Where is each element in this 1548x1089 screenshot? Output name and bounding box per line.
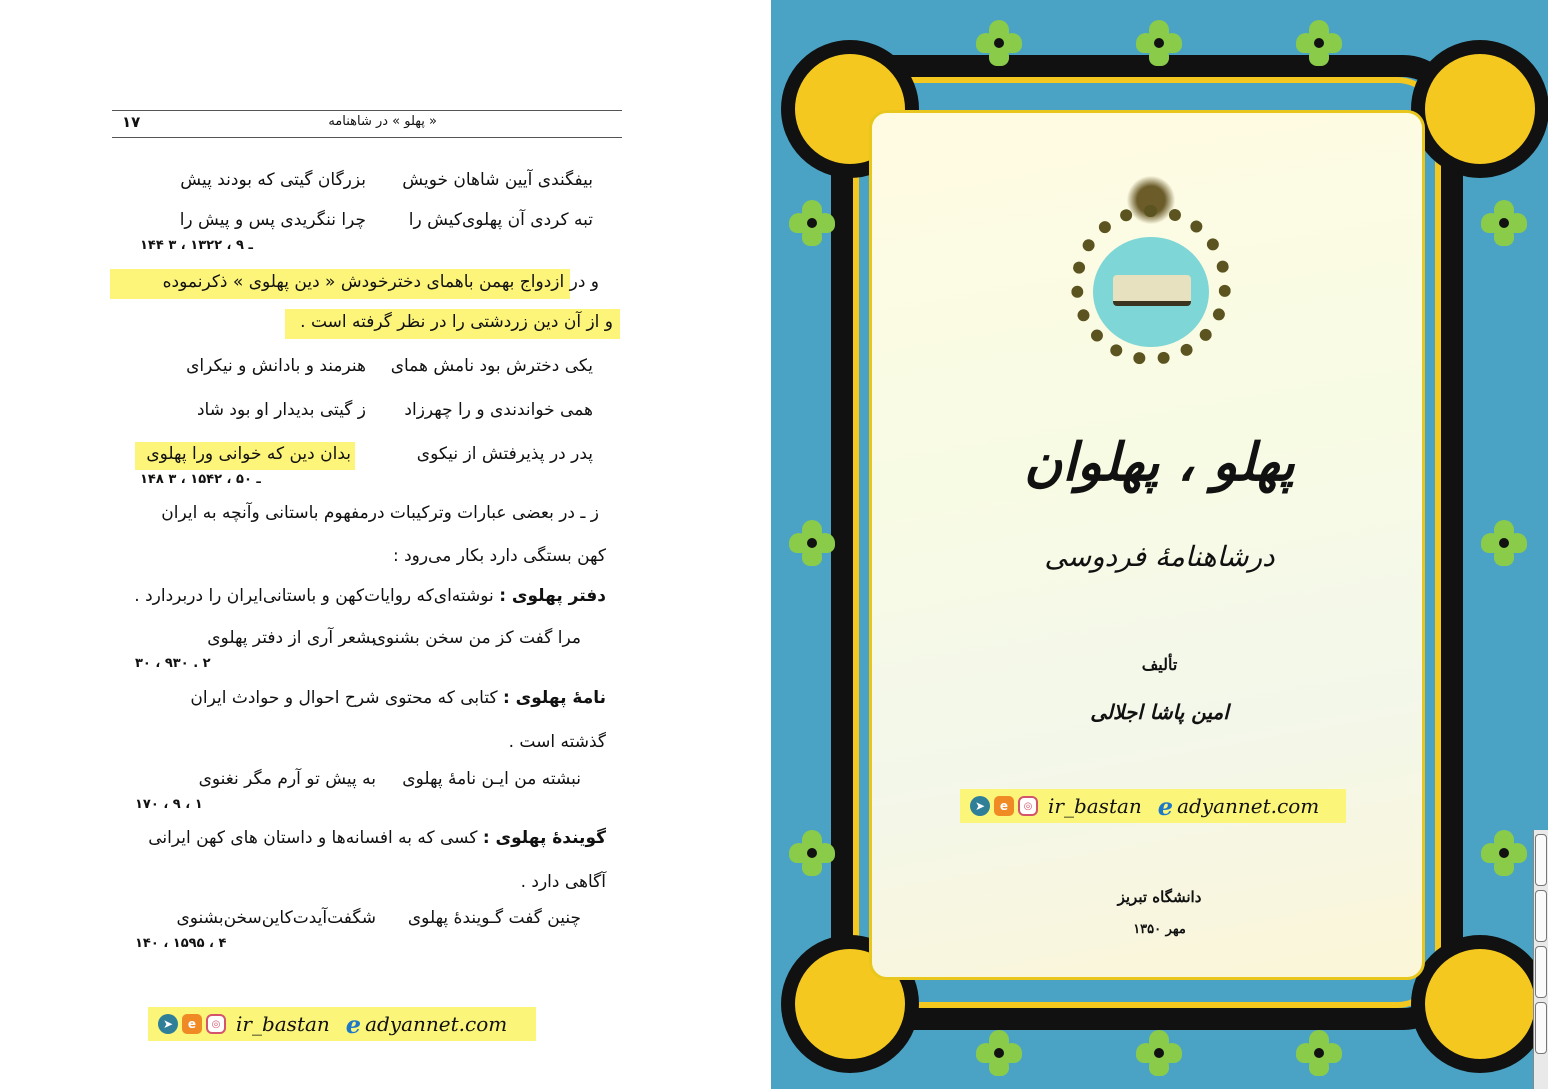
university-emblem <box>1071 205 1231 365</box>
cover-by-label: تألیف <box>1141 655 1178 674</box>
flower-ornament <box>1296 20 1342 66</box>
flower-ornament <box>976 20 1022 66</box>
couplet-hemistich-left: به پیش تو آرم مگر نغنوی <box>198 769 376 789</box>
watermark-banner <box>148 1007 536 1041</box>
definition-text: کتابی که محتوی شرح احوال و حوادث ایران <box>190 688 498 708</box>
definition-text: نوشته‌ای‌که روایات‌کهن و باستانی‌ایران را دربردارد . <box>134 586 494 606</box>
verse-reference: ۱۴۸ ـ ۵۰ ، ۱۵۴۲ ، ۳ <box>140 472 261 487</box>
eitaa-icon: e <box>994 796 1014 816</box>
couplet-hemistich-left: بشعر آری از دفتر پهلوی <box>207 628 376 648</box>
paragraph-line: و از آن دین زردشتی را در نظر گرفته است . <box>300 312 613 332</box>
running-head <box>112 110 622 138</box>
eitaa-icon: e <box>182 1014 202 1034</box>
paragraph-line: کهن بستگی دارد بکار می‌رود : <box>392 546 606 566</box>
text-page <box>0 0 771 1089</box>
watermark-site: adyannet.com <box>365 1012 508 1036</box>
flower-ornament <box>1481 200 1527 246</box>
ie-icon: e <box>345 1009 362 1039</box>
paragraph-line: و در ازدواج بهمن باهمای دخترخودش « دین پهلوی » ذکرنموده <box>162 272 599 292</box>
watermark-handle: ir_bastan <box>1048 794 1142 818</box>
watermark-site: adyannet.com <box>1177 794 1320 818</box>
couplet-hemistich-right: همی خواندندی و را چهرزاد <box>404 400 593 420</box>
cover-subtitle: درشاهنامهٔ فردوسی <box>1044 540 1275 573</box>
paragraph-line: گذشته است . <box>508 732 606 752</box>
verse-reference: ۱۴۴ ـ ۹ ، ۱۳۲۲ ، ۳ <box>140 238 253 253</box>
term-daftar-pahlavi: دفتر پهلوی : <box>499 586 606 606</box>
verse-reference: ۳۰ ، ۹۳۰ . ۲ <box>135 656 211 671</box>
watermark-handle: ir_bastan <box>236 1012 330 1036</box>
ie-icon: e <box>1157 791 1174 821</box>
verse-reference: ۱۴۰ ، ۱۵۹۵ ، ۴ <box>135 936 227 951</box>
paragraph-line: آگاهی دارد . <box>520 872 606 892</box>
verse-reference: ۱۷۰ ، ۹ ، ۱ <box>135 797 203 812</box>
watermark-banner <box>960 789 1346 823</box>
flower-ornament <box>1136 1030 1182 1076</box>
telegram-icon: ➤ <box>970 796 990 816</box>
flower-ornament <box>1481 830 1527 876</box>
definition-line <box>134 586 606 606</box>
cover-publisher: دانشگاه تبریز <box>1117 888 1202 906</box>
tablet-icon <box>1113 275 1191 306</box>
couplet-hemistich-left: بزرگان گیتی که بودند پیش <box>180 170 366 190</box>
definition-line <box>148 828 606 848</box>
term-gooyandeh-pahlavi: گویندهٔ پهلوی : <box>482 828 606 848</box>
flower-ornament <box>789 830 835 876</box>
couplet-hemistich-left: ز گیتی بدیدار او بود شاد <box>196 400 366 420</box>
page-edge-tabs <box>1533 830 1548 1089</box>
couplet-hemistich-left: شگفت‌آیدت‌کاین‌سخن‌بشنوی <box>176 908 376 928</box>
flower-ornament <box>1296 1030 1342 1076</box>
flower-ornament <box>976 1030 1022 1076</box>
couplet-hemistich-right: یکی دخترش بود نامش همای <box>390 356 593 376</box>
couplet-hemistich-right: مرا گفت کز من سخن بشنوی <box>372 628 581 648</box>
cover-date: مهر ۱۳۵۰ <box>1133 922 1186 937</box>
couplet-hemistich-left-highlighted: بدان دین که خوانی ورا پهلوی <box>146 444 351 464</box>
corner-ornament <box>1411 40 1548 178</box>
flower-ornament <box>1136 20 1182 66</box>
paragraph-line: ز ـ در بعضی عبارات وترکیبات درمفهوم باستانی وآنچه به ایران <box>161 503 599 523</box>
couplet-hemistich-right: چنین گفت گـویندهٔ پهلوی <box>407 908 581 928</box>
page-number: ۱۷ <box>122 113 141 131</box>
couplet-hemistich-right: نبشته من ایـن نامهٔ پهلوی <box>402 769 581 789</box>
couplet-hemistich-right: پدر در پذیرفتش از نیکوی <box>416 444 593 464</box>
cover-title: پهلو ، پهلوان <box>1024 432 1295 493</box>
telegram-icon: ➤ <box>158 1014 178 1034</box>
couplet-hemistich-right: تبه کردی آن پهلوی‌کیش را <box>408 210 593 230</box>
cover-author: امین پاشا اجلالی <box>1090 700 1229 724</box>
couplet-hemistich-right: بیفگندی آیین شاهان خویش <box>402 170 593 190</box>
definition-text: کسی که به افسانه‌ها و داستان های کهن ایرانی <box>148 828 478 848</box>
couplet-hemistich-left: چرا ننگریدی پس و پیش را <box>179 210 366 230</box>
instagram-icon: ◎ <box>1018 796 1038 816</box>
instagram-icon: ◎ <box>206 1014 226 1034</box>
flower-ornament <box>789 200 835 246</box>
corner-ornament <box>1411 935 1548 1073</box>
term-nameh-pahlavi: نامهٔ پهلوی : <box>502 688 606 708</box>
running-head-title: « پهلو » در شاهنامه <box>328 114 437 129</box>
book-cover <box>771 0 1548 1089</box>
definition-line <box>190 688 606 708</box>
couplet-hemistich-left: هنرمند و بادانش و نیکرای <box>186 356 366 376</box>
